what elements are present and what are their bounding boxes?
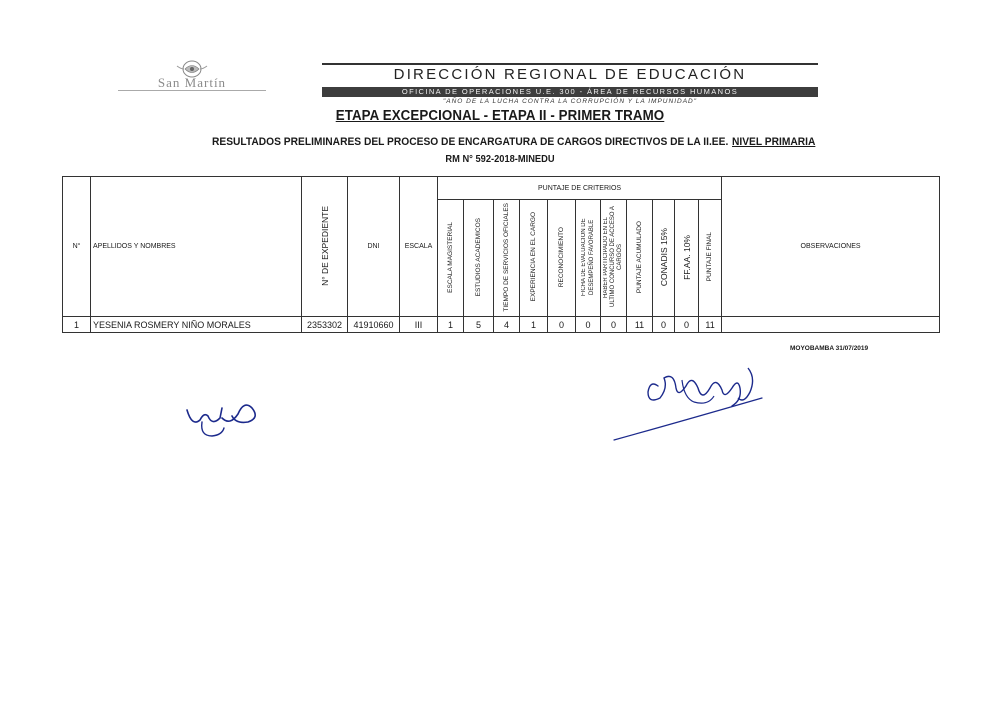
criteria-header [548,200,576,317]
criteria-header [438,200,464,317]
row-score: 0 [653,317,675,333]
header-row-group [63,177,940,200]
signature-left [182,392,272,442]
row-score: 1 [438,317,464,333]
criteria-header [494,200,520,317]
criteria-label: PUNTAJE ACUMULADO [635,220,643,294]
row-observations [722,317,940,333]
row-score: 0 [576,317,601,333]
criteria-label: EXPERIENCIA EN EL CARGO [529,212,537,302]
institution-header [322,63,818,106]
criteria-header [627,200,653,317]
row-score: 4 [494,317,520,333]
row-score: 1 [520,317,548,333]
row-name: YESENIA ROSMERY NIÑO MORALES [91,317,302,333]
criteria-label: PUNTAJE FINAL [706,232,714,282]
col-header-file-label: N° DE EXPEDIENTE [319,205,330,286]
criteria-label: FF.AA. 10% [681,234,692,280]
row-scale: III [400,317,438,333]
criteria-label: FICHA DE EVALUACION DE DESEMPEÑO FAVORABLE [581,218,595,296]
criteria-header [601,200,627,317]
row-score: 11 [627,317,653,333]
logo-rule [118,90,266,91]
criteria-label: TIEMPO DE SERVICIOS OFICIALES [502,202,510,312]
office-bar: OFICINA DE OPERACIONES U.E. 300 - ÁREA DE RECURSOS HUMANOS [322,87,818,97]
criteria-label: RECONOCIMIENTO [557,226,565,288]
col-header-dni: DNI [348,177,400,317]
col-header-file [302,177,348,317]
criteria-group-header: PUNTAJE DE CRITERIOS [438,177,722,200]
document-subtitle [212,136,815,148]
row-score: 0 [601,317,627,333]
table-row [63,317,940,333]
row-dni: 41910660 [348,317,400,333]
criteria-header [576,200,601,317]
criteria-header [675,200,699,317]
results-table [62,176,940,333]
level-label: NIVEL PRIMARIA [732,136,816,148]
criteria-label: ESCALA MAGISTERIAL [446,221,454,293]
criteria-label: ESTUDIOS ACADEMICOS [474,217,482,297]
resolution-number: RM N° 592-2018-MINEDU [445,154,555,165]
criteria-header [464,200,494,317]
place-date: MOYOBAMBA 31/07/2019 [790,345,869,352]
criteria-label: HABER PARTICIPADO EN EL ULTIMO CONCURSO DE ACCESO A CARGOS [603,206,623,308]
col-header-names: APELLIDOS Y NOMBRES [91,177,302,317]
stage-title: ETAPA EXCEPCIONAL - ETAPA II - PRIMER TRAMO [335,108,665,124]
row-score: 11 [699,317,722,333]
col-header-scale: ESCALA [400,177,438,317]
logo-name: San Martín [157,75,227,90]
criteria-label: CONADIS 15% [658,227,669,287]
col-header-observations: OBSERVACIONES [722,177,940,317]
criteria-header [699,200,722,317]
row-number: 1 [63,317,91,333]
row-score: 0 [675,317,699,333]
subtitle-text: RESULTADOS PRELIMINARES DEL PROCESO DE ENCARGATURA DE CARGOS DIRECTIVOS DE LA II.EE. [212,136,729,148]
row-score: 0 [548,317,576,333]
san-martin-logo [118,60,266,100]
signature-right [612,358,772,448]
row-file: 2353302 [302,317,348,333]
col-header-number: N° [63,177,91,317]
year-motto: "AÑO DE LA LUCHA CONTRA LA CORRUPCIÓN Y LA IMPUNIDAD" [442,98,698,105]
criteria-header [520,200,548,317]
criteria-header [653,200,675,317]
institution-title: DIRECCIÓN REGIONAL DE EDUCACIÓN [322,63,818,85]
row-score: 5 [464,317,494,333]
